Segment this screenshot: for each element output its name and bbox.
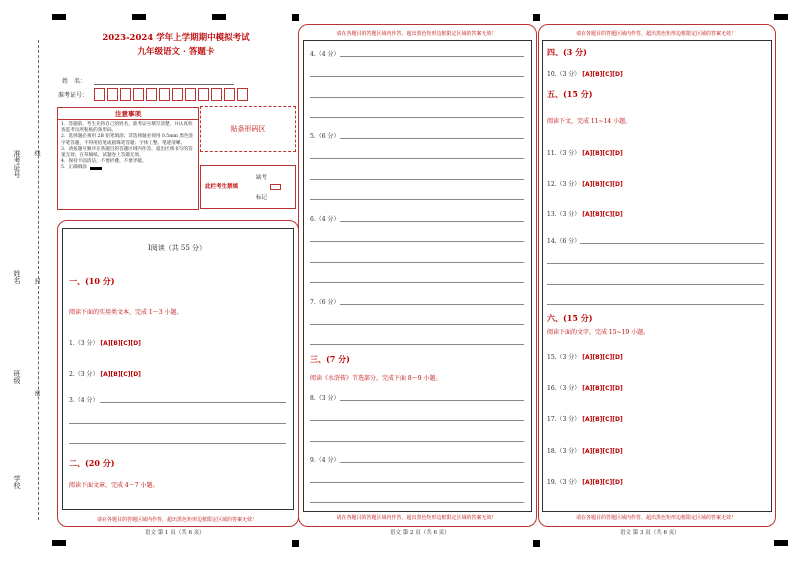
question-19 (547, 477, 623, 486)
note-item: 1．答题前，考生先将自己的姓名，准考证号填写清楚，并认真检查监考员所粘贴的条形码。 (61, 122, 193, 134)
answer-line[interactable] (310, 97, 524, 98)
section-2-title: 二、(20 分) (69, 458, 115, 468)
answer-line[interactable] (310, 324, 524, 325)
answer-line[interactable] (310, 441, 524, 442)
answer-line[interactable] (310, 117, 524, 118)
question-13-choices[interactable]: [A][B][C][D] (582, 211, 623, 218)
section-6-desc: 阅读下面的文字，完成 15~19 小题。 (547, 329, 650, 336)
section-5-title: 五、(15 分) (547, 89, 593, 99)
section-1-desc: 阅读下面的实用类文本，完成 1～3 小题。 (69, 309, 183, 316)
question-19-label: 19.（3 分） (547, 479, 581, 486)
question-16 (547, 383, 623, 392)
section-3-title: 三、(7 分) (310, 354, 350, 364)
absent-label: 此栏考生禁填 (205, 184, 239, 190)
absent-line1: 缺考 (256, 175, 268, 181)
barcode-area (200, 106, 296, 152)
section-1-title: 一、(10 分) (69, 276, 115, 286)
section-3-desc: 阅读《水浒传》节选部分，完成下面 8～9 小题。 (310, 375, 442, 382)
question-11 (547, 148, 623, 157)
registration-mark (774, 14, 788, 20)
question-11-label: 11.（3 分） (547, 150, 581, 157)
question-8-label: 8.（3 分） (310, 395, 340, 402)
note-item: 2．选择题必须用 2B 铅笔填涂；非选择题必须用 0.5mm 黑色签字笔答题，不得用铅笔或圆珠笔答题；字体工整、笔迹清晰。 (61, 134, 194, 146)
registration-mark (52, 14, 66, 20)
note-item: 5．正确填涂 (61, 165, 87, 171)
question-5-label: 5.（6 分） (310, 133, 340, 140)
page-footer-1: 语文 第 1 页（共 6 页） (145, 530, 205, 536)
binding-secret-label: 密 (33, 390, 40, 396)
question-1-label: 1.（3 分） (69, 340, 99, 347)
question-19-choices[interactable]: [A][B][C][D] (582, 479, 623, 486)
note-item: 4．保持卡面清洁，不要折叠、不要弄破。 (61, 159, 147, 165)
binding-school-label: 学校 (13, 475, 21, 489)
answer-line[interactable] (310, 420, 524, 421)
name-field[interactable] (94, 84, 234, 85)
question-9-label: 9.（4 分） (310, 457, 340, 464)
section-2-desc: 阅读下面文章，完成 4～7 小题。 (69, 482, 159, 489)
answer-line[interactable] (310, 282, 524, 283)
question-12-choices[interactable]: [A][B][C][D] (582, 181, 623, 188)
note-item: 3．请按题号顺序在各题目的答题区域内作答，超出区域书写的答案无效；在草稿纸、试题卷上答题无效。 (61, 146, 193, 159)
answer-line[interactable] (547, 263, 764, 264)
question-14-label: 14.（6 分） (547, 238, 581, 245)
exam-no-label: 准考证号： (58, 92, 89, 99)
section-6-title: 六、(15 分) (547, 313, 593, 323)
answer-line[interactable] (310, 158, 524, 159)
part-title: Ⅰ阅读（共 55 分） (147, 244, 207, 252)
answer-line[interactable] (310, 76, 524, 77)
question-12-label: 12.（3 分） (547, 181, 581, 188)
question-18 (547, 446, 623, 455)
answer-line[interactable] (69, 443, 286, 444)
section-5-desc: 阅读下文，完成 11~14 小题。 (547, 118, 632, 125)
answer-line[interactable] (69, 423, 286, 424)
question-15-choices[interactable]: [A][B][C][D] (582, 354, 623, 361)
question-18-choices[interactable]: [A][B][C][D] (582, 448, 623, 455)
registration-mark (533, 14, 540, 21)
absent-box (200, 165, 296, 209)
question-10-choices[interactable]: [A][B][C][D] (582, 71, 623, 78)
registration-mark (52, 540, 66, 546)
registration-mark (533, 540, 540, 547)
question-17 (547, 414, 623, 423)
question-17-choices[interactable]: [A][B][C][D] (582, 416, 623, 423)
question-15 (547, 352, 623, 361)
binding-class-label: 班级 (13, 370, 21, 384)
answer-line[interactable] (310, 262, 524, 263)
warning-text: 请在各题目的答题区域内作答，超出黑色矩形边框限定区域的答案无效！ (575, 31, 736, 37)
question-4-label: 4.（4 分） (310, 51, 340, 58)
answer-line[interactable] (580, 243, 764, 244)
binding-exam-no-label: 准考证号 (13, 150, 21, 178)
notes-title: 注意事项 (58, 108, 198, 120)
answer-line[interactable] (310, 241, 524, 242)
binding-name-label: 姓名 (13, 270, 21, 284)
answer-line[interactable] (340, 400, 524, 401)
question-13-label: 13.（3 分） (547, 211, 581, 218)
answer-line[interactable] (340, 304, 524, 305)
question-6-label: 6.（4 分） (310, 216, 340, 223)
question-1-choices[interactable]: [A][B][C][D] (100, 340, 141, 347)
answer-line[interactable] (340, 462, 524, 463)
absent-line2: 标记 (256, 195, 268, 201)
binding-seal-label: 封 (33, 278, 40, 284)
question-15-label: 15.（3 分） (547, 354, 581, 361)
registration-mark (212, 14, 226, 20)
question-2 (69, 369, 141, 378)
question-7-label: 7.（6 分） (310, 299, 340, 306)
answer-line[interactable] (100, 402, 286, 403)
question-18-label: 18.（3 分） (547, 448, 581, 455)
question-16-label: 16.（3 分） (547, 385, 581, 392)
section-4-title: 四、(3 分) (547, 47, 587, 57)
absent-mark-box[interactable] (270, 184, 281, 190)
question-10 (547, 69, 623, 78)
warning-text: 请在各题目的答题区域内作答，超出黑色矩形边框限定区域的答案无效！ (96, 517, 257, 523)
answer-line[interactable] (340, 56, 524, 57)
answer-line[interactable] (310, 344, 524, 345)
exam-no-boxes[interactable] (94, 88, 250, 101)
warning-text: 请在各题目的答题区域内作答，超出黑色矩形边框限定区域的答案无效！ (575, 515, 736, 521)
question-1 (69, 338, 141, 347)
answer-line[interactable] (310, 179, 524, 180)
registration-mark (132, 14, 146, 20)
question-12 (547, 179, 623, 188)
notes-box (57, 107, 199, 210)
question-2-label: 2.（3 分） (69, 371, 99, 378)
registration-mark (292, 14, 299, 21)
answer-line[interactable] (310, 502, 524, 503)
question-11-choices[interactable]: [A][B][C][D] (582, 150, 623, 157)
question-13 (547, 209, 623, 218)
page-footer-3: 语文 第 3 页（共 6 页） (620, 530, 680, 536)
answer-area-3 (542, 40, 772, 512)
warning-text: 请在各题目的答题区域内作答，超出黑色矩形边框限定区域的答案无效！ (336, 515, 497, 521)
registration-mark (292, 540, 299, 547)
filled-sample-icon (90, 167, 102, 170)
exam-subtitle: 九年级语文 · 答题卡 (137, 47, 215, 57)
question-3-label: 3.（4 分） (69, 397, 99, 404)
registration-mark (774, 540, 788, 546)
name-field-label: 姓 名： (62, 78, 87, 85)
binding-line-label: 线 (33, 150, 40, 156)
question-2-choices[interactable]: [A][B][C][D] (100, 371, 141, 378)
answer-line[interactable] (340, 138, 524, 139)
question-16-choices[interactable]: [A][B][C][D] (582, 385, 623, 392)
exam-title: 2023-2024 学年上学期期中模拟考试 (102, 33, 250, 43)
answer-line[interactable] (310, 482, 524, 483)
barcode-label: 贴条形码区 (230, 125, 266, 133)
answer-line[interactable] (547, 304, 764, 305)
page-footer-2: 语文 第 2 页（共 6 页） (390, 530, 450, 536)
warning-text: 请在各题目的答题区域内作答，超出黑色矩形边框限定区域的答案无效！ (336, 31, 497, 37)
answer-line[interactable] (340, 221, 524, 222)
question-10-label: 10.（3 分） (547, 71, 581, 78)
answer-line[interactable] (547, 284, 764, 285)
question-17-label: 17.（3 分） (547, 416, 581, 423)
answer-line[interactable] (310, 199, 524, 200)
